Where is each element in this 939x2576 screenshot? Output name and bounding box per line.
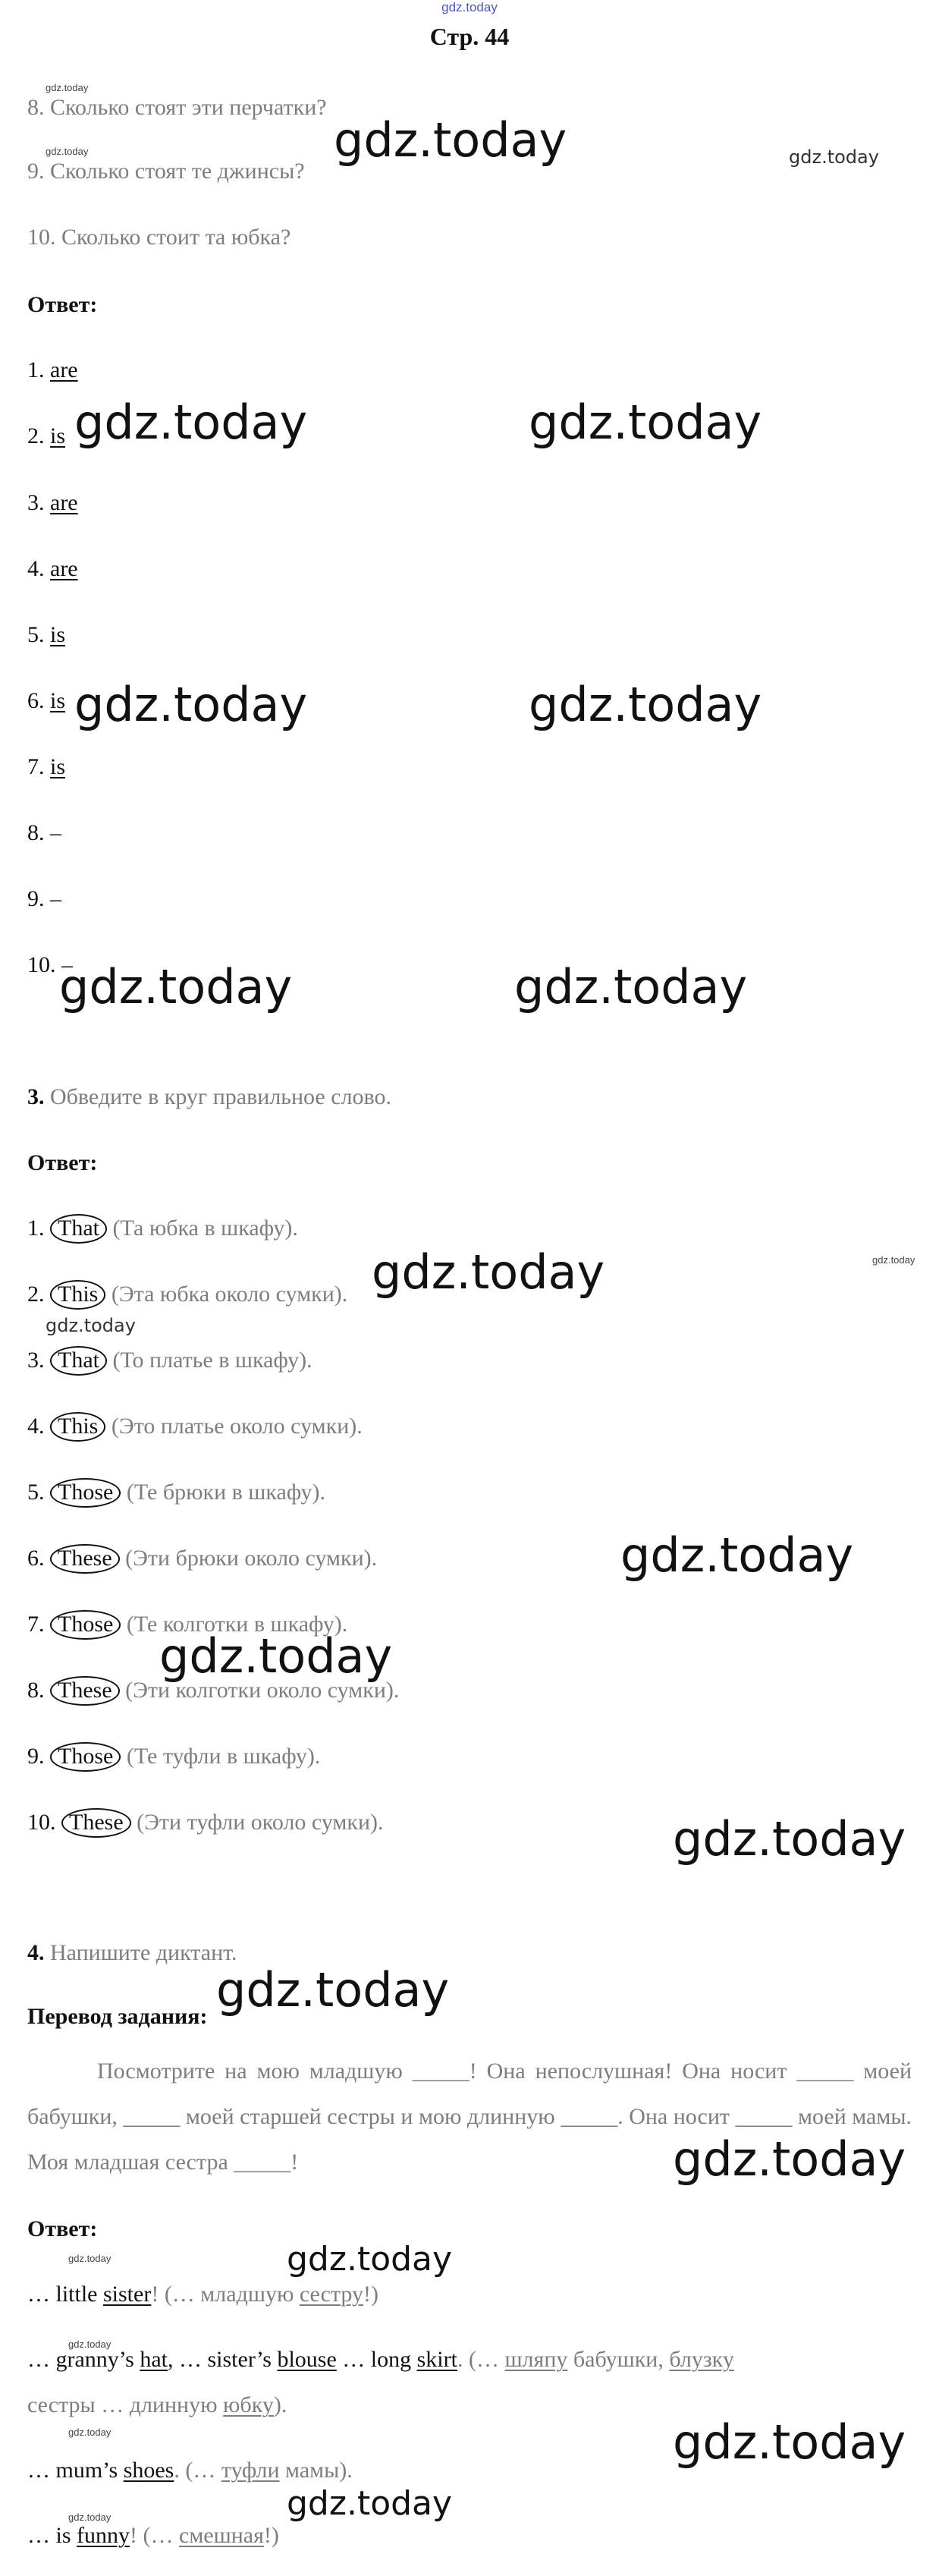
answer-item: 7. is — [27, 754, 66, 779]
question-9: 9. Сколько стоят те джинсы? — [27, 159, 305, 184]
circled-word: Those — [50, 1478, 121, 1508]
watermark: gdz.today — [529, 395, 762, 450]
watermark-top: gdz.today — [441, 0, 498, 14]
watermark: gdz.today — [68, 2253, 111, 2264]
answer-item: 4. This (Это платье около сумки). — [27, 1412, 363, 1442]
answer-item: 6. These (Эти брюки около сумки). — [27, 1544, 377, 1574]
answer-item: 7. Those (Те колготки в шкафу). — [27, 1610, 347, 1640]
answer-item: 8. These (Эти колготки около сумки). — [27, 1676, 399, 1706]
answer-item: 5. is — [27, 622, 66, 647]
watermark: gdz.today — [673, 1811, 906, 1867]
question-8: 8. Сколько стоят эти перчатки? — [27, 95, 327, 120]
dictation-line: сестры … длинную юбку). — [27, 2392, 287, 2417]
watermark: gdz.today — [159, 1628, 393, 1684]
dictation-line: … granny’s hat, … sister’s blouse … long skirt. (… шляпу бабушки, блузку — [27, 2347, 734, 2372]
circled-word: That — [50, 1214, 107, 1244]
watermark: gdz.today — [673, 2414, 906, 2470]
circled-word: This — [50, 1280, 105, 1310]
answer-item: 10. These (Эти туфли около сумки). — [27, 1808, 384, 1838]
answer-item: 5. Those (Те брюки в шкафу). — [27, 1478, 325, 1508]
watermark: gdz.today — [68, 2512, 111, 2523]
dictation-line: … is funny! (… смешная!) — [27, 2523, 279, 2548]
watermark: gdz.today — [514, 959, 748, 1014]
answer-item: 1. are — [27, 357, 78, 382]
answer-item: 9. – — [27, 886, 61, 911]
answer-label: Ответ: — [27, 1150, 98, 1175]
answer-item: 3. That (То платье в шкафу). — [27, 1346, 312, 1376]
answer-item: 3. are — [27, 490, 78, 515]
circled-word: These — [50, 1676, 120, 1706]
watermark: gdz.today — [620, 1527, 854, 1583]
answer-item: 2. This (Эта юбка около сумки). — [27, 1280, 347, 1310]
page-title: Стр. 44 — [429, 23, 510, 50]
answer-item: 10. – — [27, 952, 73, 977]
watermark: gdz.today — [287, 2240, 453, 2279]
watermark: gdz.today — [74, 677, 308, 732]
watermark: gdz.today — [789, 146, 879, 168]
answer-item: 4. are — [27, 556, 78, 581]
answer-item: 9. Those (Те туфли в шкафу). — [27, 1742, 320, 1772]
watermark: gdz.today — [872, 1254, 915, 1266]
answer-label: Ответ: — [27, 2216, 98, 2241]
watermark: gdz.today — [287, 2484, 453, 2523]
watermark: gdz.today — [74, 395, 308, 450]
watermark: gdz.today — [334, 112, 567, 168]
watermark: gdz.today — [68, 2339, 111, 2350]
watermark: gdz.today — [673, 2131, 906, 2187]
answer-item: 8. – — [27, 820, 61, 845]
circled-word: This — [50, 1412, 105, 1442]
circled-word: Those — [50, 1610, 121, 1640]
circled-word: Those — [50, 1742, 121, 1772]
answer-label: Ответ: — [27, 292, 98, 317]
watermark: gdz.today — [59, 959, 293, 1014]
watermark: gdz.today — [46, 82, 89, 93]
watermark: gdz.today — [68, 2427, 111, 2438]
answer-item: 6. is — [27, 688, 66, 713]
translation-paragraph: Посмотрите на мою младшую _____! Она непослушная! Она носит _____ моей бабушки, _____ моей старшей сестры и мою длинную _____. Она носит _____ моей мамы. Моя младшая сестра _____! — [27, 2059, 912, 2175]
answer-item: 2. is — [27, 423, 66, 448]
question-10: 10. Сколько стоит та юбка? — [27, 225, 291, 250]
watermark: gdz.today — [46, 1315, 136, 1336]
watermark: gdz.today — [372, 1244, 605, 1300]
dictation-line: … mum’s shoes. (… туфли мамы). — [27, 2458, 353, 2483]
translation-label: Перевод задания: — [27, 2004, 208, 2029]
answer-item: 1. That (Та юбка в шкафу). — [27, 1214, 298, 1244]
watermark: gdz.today — [46, 146, 89, 157]
task-4: 4. Напишите диктант. — [27, 1940, 237, 1965]
watermark: gdz.today — [216, 1962, 450, 2018]
dictation-line: … little sister! (… младшую сестру!) — [27, 2282, 378, 2307]
circled-word: These — [61, 1808, 131, 1838]
task-3: 3. Обведите в круг правильное слово. — [27, 1084, 391, 1109]
circled-word: That — [50, 1346, 107, 1376]
watermark: gdz.today — [529, 677, 762, 732]
circled-word: These — [50, 1544, 120, 1574]
